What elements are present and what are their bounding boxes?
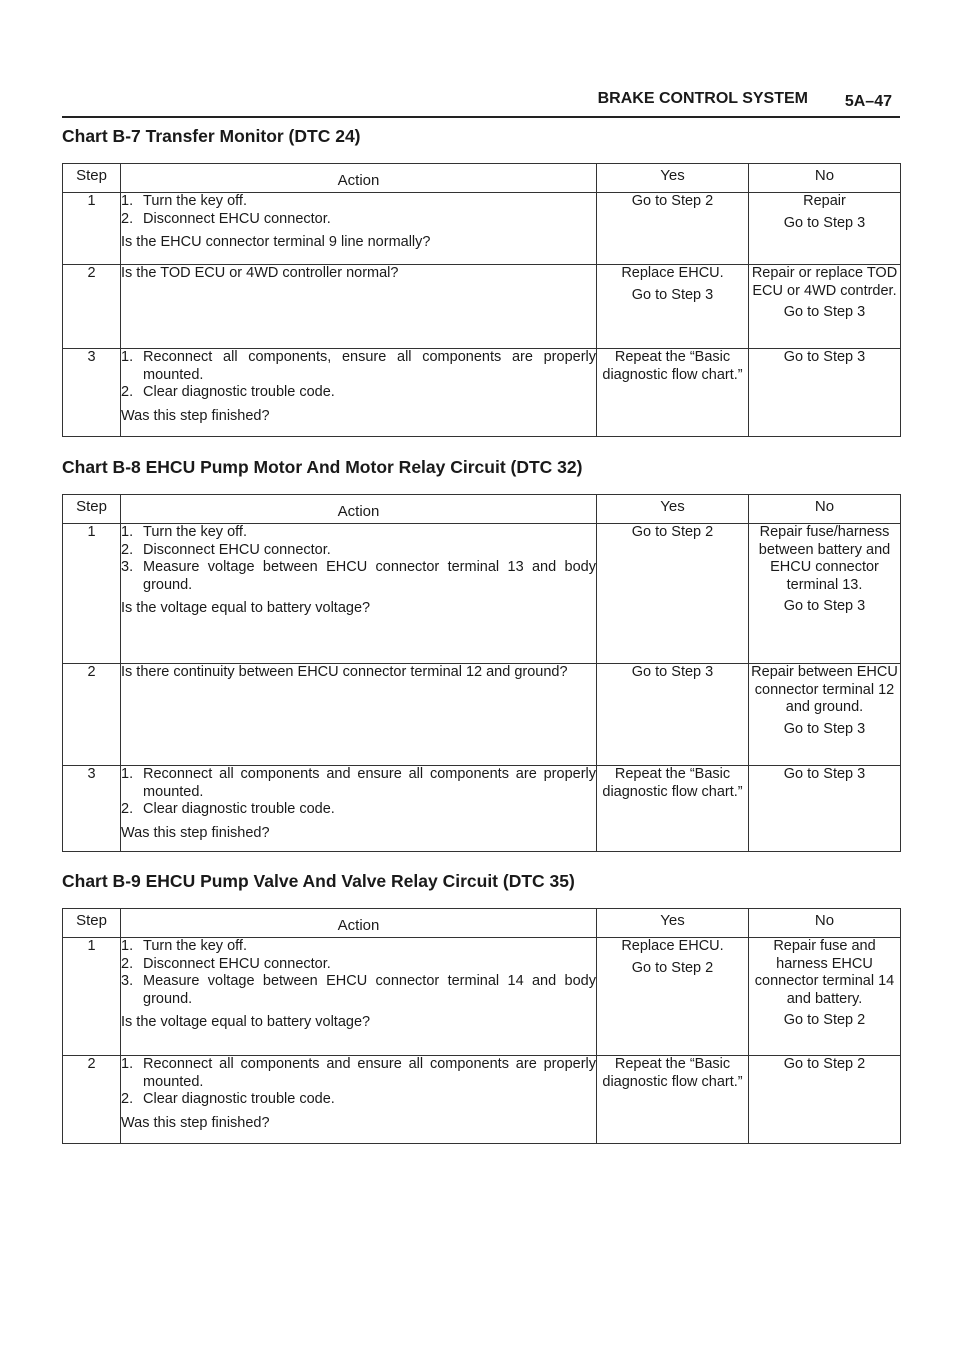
item-text: Disconnect EHCU connector. [143,541,331,558]
step-number: 3 [63,349,121,437]
action-question: Is the EHCU connector terminal 9 line normally? [121,234,431,250]
item-number: 1. [121,1056,134,1072]
item-text: Reconnect all components, ensure all components are properly mounted. [143,349,596,383]
step-number: 1 [63,938,121,1056]
chart-title: Chart B-9 EHCU Pump Valve And Valve Relay Circuit (DTC 35) [62,871,575,891]
result-text: Go to Step 3 [631,286,714,303]
item-number: 3. [121,973,134,989]
table-row [63,524,901,664]
page-header [62,88,900,118]
diagnostic-table [62,163,901,437]
yes-result [597,664,749,766]
diagnostic-table [62,494,901,852]
result-text: Go to Step 3 [783,304,866,320]
item-number: 2. [121,801,134,817]
action-step-item [121,1056,596,1091]
action-question: Is there continuity between EHCU connector terminal 12 and ground? [121,664,568,680]
item-number: 2. [121,955,134,972]
column-header-label: Yes [660,167,685,184]
item-text: Turn the key off. [143,193,247,209]
action-step-item [121,211,596,229]
item-number: 1. [121,938,134,954]
item-text: Clear diagnostic trouble code. [143,801,335,817]
item-number: 2. [121,384,134,400]
result-text: Go to Step 3 [783,214,866,231]
no-result [749,938,901,1056]
result-text: Repair or replace TOD ECU or 4WD contrder. [751,265,898,299]
item-text: Measure voltage between EHCU connector terminal 13 and body ground. [143,559,596,593]
action-step-item [121,801,596,819]
item-text: Clear diagnostic trouble code. [143,1091,335,1107]
result-text: Repeat the “Basic diagnostic flow chart.” [602,349,743,383]
yes-result [597,1056,749,1144]
action-step-item [121,766,596,801]
yes-result [597,524,749,664]
chart-title: Chart B-7 Transfer Monitor (DTC 24) [62,126,361,146]
column-header-step [63,164,121,193]
action-step-item [121,384,596,402]
result-text: Repeat the “Basic diagnostic flow chart.” [602,1056,743,1090]
result-text: Repair fuse and harness EHCU connector terminal 14 and battery. [754,938,895,1007]
item-text: Clear diagnostic trouble code. [143,384,335,400]
action-step-item [121,1091,596,1109]
table-header-row [63,164,901,193]
table-row [63,265,901,349]
item-number: 1. [121,193,134,209]
step-number: 2 [63,664,121,766]
no-result [749,265,901,349]
column-header-label: No [814,167,835,184]
item-text: Reconnect all components and ensure all components are properly mounted. [143,766,596,800]
result-text: Go to Step 2 [631,193,714,209]
no-result [749,1056,901,1144]
table-header-row [63,495,901,524]
item-number: 1. [121,349,134,365]
action-question: Was this step finished? [121,1114,270,1131]
table-row [63,193,901,265]
column-header-step [63,909,121,938]
item-text: Disconnect EHCU connector. [143,210,331,227]
diagnostic-table [62,908,901,1144]
step-number: 1 [63,193,121,265]
column-header-label: No [814,498,835,515]
no-result [749,766,901,852]
item-number: 2. [121,1091,134,1107]
result-text: Repair fuse/harness between battery and EHCU connector terminal 13. [758,524,891,593]
table-row [63,766,901,852]
column-header-label: Step [76,498,107,515]
chart-title: Chart B-8 EHCU Pump Motor And Motor Relay Circuit (DTC 32) [62,457,583,477]
action-step-item [121,542,596,560]
column-header-label: Action [337,917,380,934]
result-text: Go to Step 2 [783,1012,866,1028]
action-step-item [121,956,596,974]
action-cell [121,349,597,437]
action-question: Is the voltage equal to battery voltage? [121,600,371,616]
column-header-no [749,909,901,938]
result-text: Repair between EHCU connector terminal 12 and ground. [751,664,898,715]
action-cell [121,193,597,265]
result-text: Go to Step 2 [631,524,714,540]
yes-result [597,193,749,265]
step-number: 1 [63,524,121,664]
result-text: Go to Step 3 [783,720,866,737]
item-text: Turn the key off. [143,938,247,954]
table-row [63,938,901,1056]
column-header-step [63,495,121,524]
step-number: 3 [63,766,121,852]
item-number: 1. [121,524,134,540]
result-text: Go to Step 3 [783,598,866,614]
table-row [63,664,901,766]
result-text: Repair [803,193,846,209]
yes-result [597,766,749,852]
action-question: Was this step finished? [121,824,270,841]
action-cell [121,766,597,852]
action-cell [121,1056,597,1144]
column-header-no [749,164,901,193]
result-text: Go to Step 2 [631,959,714,976]
result-text: Go to Step 3 [783,766,866,782]
result-text: Go to Step 3 [783,349,866,365]
column-header-yes [597,164,749,193]
item-number: 1. [121,766,134,782]
step-number: 2 [63,1056,121,1144]
item-number: 2. [121,210,134,227]
action-question: Is the voltage equal to battery voltage? [121,1014,371,1030]
column-header-label: Step [76,912,107,929]
column-header-label: Yes [660,912,685,929]
step-number: 2 [63,265,121,349]
column-header-label: Action [337,172,380,189]
no-result [749,193,901,265]
table-header-row [63,909,901,938]
no-result [749,524,901,664]
item-text: Disconnect EHCU connector. [143,955,331,972]
column-header-label: Step [76,167,107,184]
result-text: Replace EHCU. [621,265,724,281]
item-number: 2. [121,541,134,558]
column-header-label: Yes [660,498,685,515]
action-step-item [121,559,596,594]
item-text: Turn the key off. [143,524,247,540]
action-step-item [121,193,596,211]
no-result [749,349,901,437]
action-cell [121,938,597,1056]
item-text: Measure voltage between EHCU connector terminal 14 and body ground. [143,973,596,1007]
action-question: Is the TOD ECU or 4WD controller normal? [121,265,399,281]
action-step-item [121,938,596,956]
section-title: BRAKE CONTROL SYSTEM [597,90,808,107]
action-step-item [121,349,596,384]
item-text: Reconnect all components and ensure all components are properly mounted. [143,1056,596,1090]
action-cell [121,524,597,664]
column-header-label: No [814,912,835,929]
action-question: Was this step finished? [121,407,270,424]
action-cell [121,265,597,349]
column-header-action [121,495,597,524]
column-header-yes [597,495,749,524]
table-row [63,1056,901,1144]
column-header-action [121,164,597,193]
result-text: Replace EHCU. [621,938,724,954]
table-row [63,349,901,437]
yes-result [597,349,749,437]
yes-result [597,265,749,349]
result-text: Repeat the “Basic diagnostic flow chart.” [602,766,743,800]
page-number: 5A–47 [844,93,892,110]
action-step-item [121,524,596,542]
column-header-action [121,909,597,938]
result-text: Go to Step 3 [631,664,714,680]
column-header-label: Action [337,503,380,520]
column-header-yes [597,909,749,938]
item-number: 3. [121,559,134,575]
action-cell [121,664,597,766]
action-step-item [121,973,596,1008]
result-text: Go to Step 2 [783,1056,866,1072]
yes-result [597,938,749,1056]
no-result [749,664,901,766]
column-header-no [749,495,901,524]
